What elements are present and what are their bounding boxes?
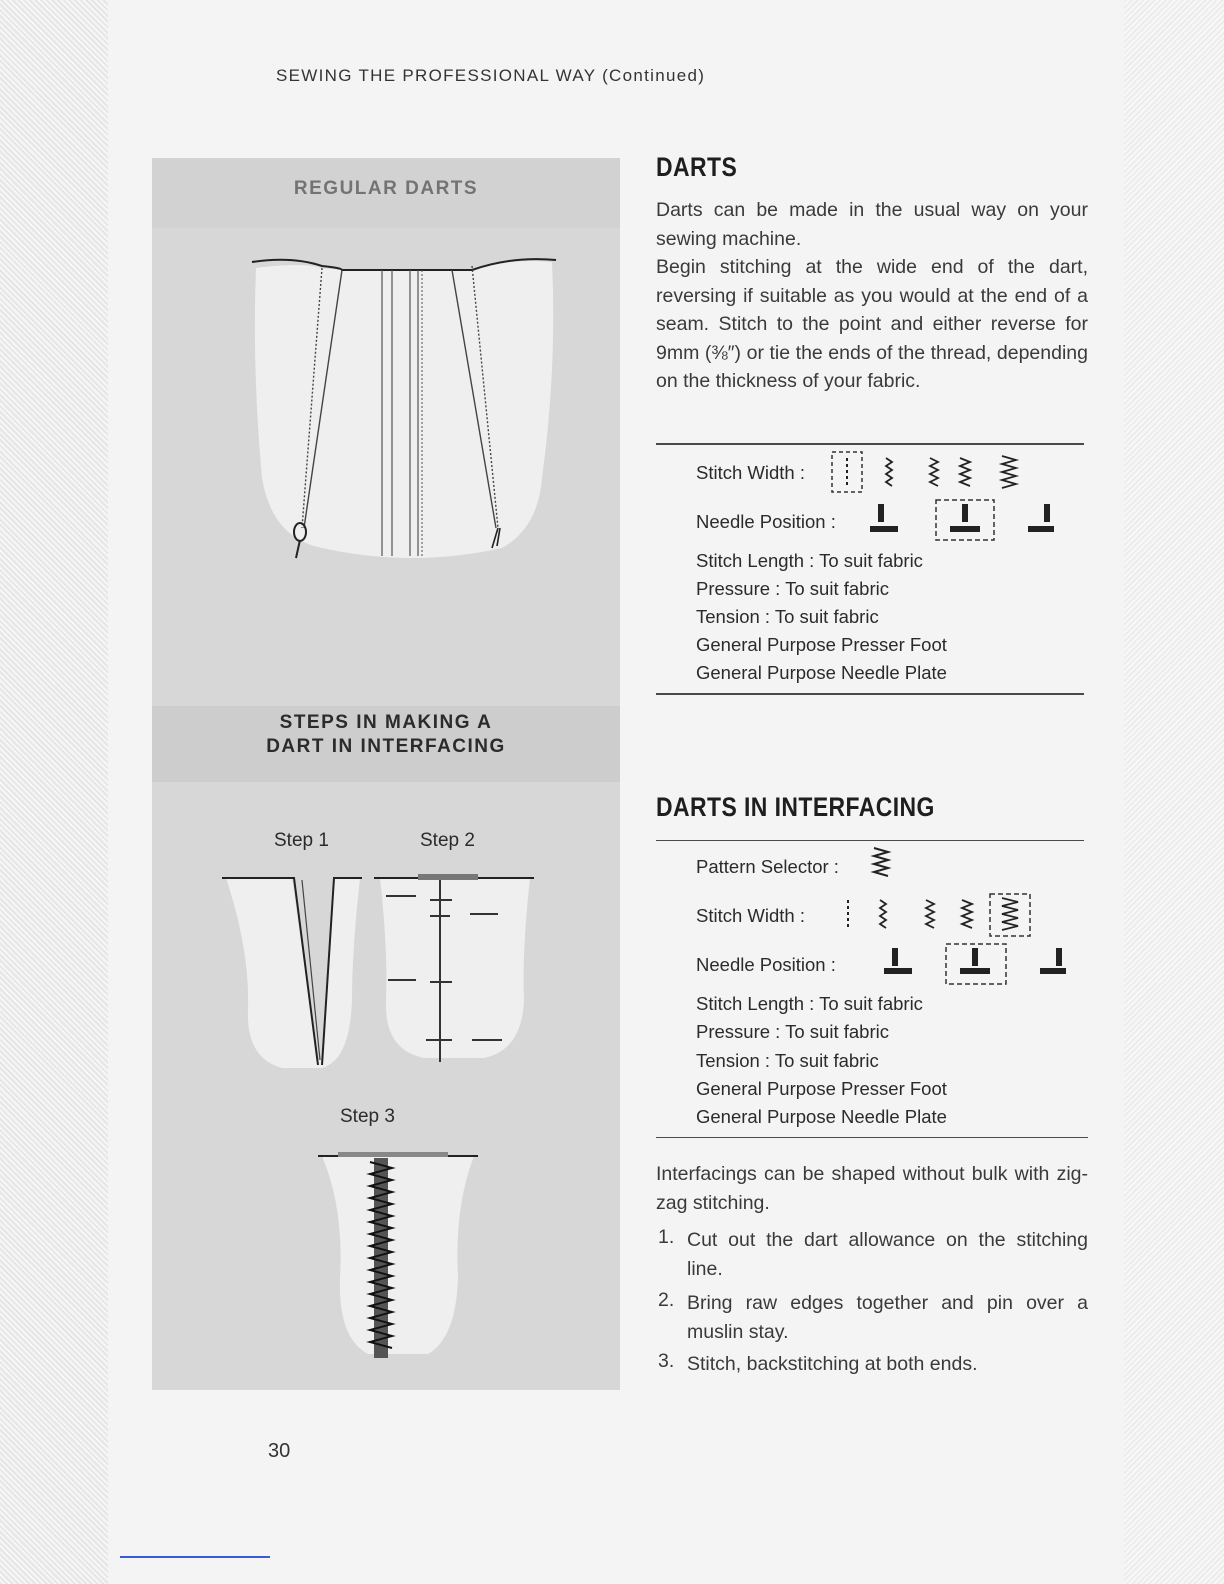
interfacing-needle-position-icons [880,940,1070,986]
illustration-panel [152,158,620,1390]
zigzag-medium-icon [926,900,934,928]
step-1-text: Cut out the dart allowance on the stitching line. [687,1229,1088,1280]
step-3-text: Stitch, backstitching at both ends. [687,1353,978,1375]
interfacing-stitch-width-icons [838,892,1038,938]
darts-stitch-width-label: Stitch Width : [696,462,805,483]
page-number: 30 [268,1440,291,1462]
regular-darts-title: REGULAR DARTS [293,178,479,199]
darts-tension: Tension : To suit fabric [696,606,879,627]
needle-center-icon [950,504,980,532]
step1-label: Step 1 [274,830,329,851]
regular-darts-illustration [242,248,562,568]
interfacing-needle-position-label: Needle Position : [696,954,836,975]
step3-illustration [318,1148,478,1368]
scan-edge-right [1124,0,1224,1584]
darts-needle-plate: General Purpose Needle Plate [696,662,947,683]
interfacing-stitch-length: Stitch Length : To suit fabric [696,993,923,1014]
steps-title-line2: DART IN INTERFACING [266,736,506,757]
step2-illustration [374,870,534,1070]
step-3-number: 3. [658,1350,675,1372]
running-header: SEWING THE PROFESSIONAL WAY (Continued) [276,66,706,85]
darts-paragraph-2: Begin stitching at the wide end of the dart, reversing if suitable as you would at the end of a seam. Stitch to the point and either reverse for 9mm (⅜″) or tie the ends of the thread, depending on the thickness of your fabric. [656,256,1088,392]
zigzag-narrow-icon [880,900,886,928]
pattern-zigzag-icon [870,844,894,882]
zigzag-wide-icon [962,900,972,928]
interfacing-pressure: Pressure : To suit fabric [696,1021,889,1042]
darts-needle-position-label: Needle Position : [696,511,836,532]
needle-left-icon [884,948,912,974]
interfacing-needle-plate: General Purpose Needle Plate [696,1106,947,1127]
zigzag-wide-icon [960,458,970,486]
interfacing-settings-top-rule [656,840,1084,841]
darts-presser-foot: General Purpose Presser Foot [696,634,947,655]
darts-title: DARTS [656,152,738,182]
step-2-text: Bring raw edges together and pin over a muslin stay. [687,1292,1088,1343]
needle-right-icon [1028,504,1054,532]
step-2-number: 2. [658,1289,675,1311]
zigzag-widest-icon [1002,898,1018,930]
interfacing-intro: Interfacings can be shaped without bulk with zig-zag stitching. [656,1163,1088,1214]
steps-title-line1: STEPS IN MAKING A [279,712,493,733]
darts-paragraph-1: Darts can be made in the usual way on your sewing machine. [656,199,1088,250]
interfacing-settings-bottom-rule [656,1137,1088,1138]
interfacing-title: DARTS IN INTERFACING [656,792,935,822]
step1-illustration [222,870,362,1070]
darts-needle-position-icons [868,498,1058,544]
step3-label: Step 3 [340,1106,395,1127]
needle-right-icon [1040,948,1066,974]
needle-left-icon [870,504,898,532]
interfacing-presser-foot: General Purpose Presser Foot [696,1078,947,1099]
darts-pressure: Pressure : To suit fabric [696,578,889,599]
interfacing-tension: Tension : To suit fabric [696,1050,879,1071]
darts-settings-bottom-rule [656,693,1084,695]
interfacing-stitch-width-label: Stitch Width : [696,905,805,926]
darts-stitch-width-icons [830,450,1030,494]
step2-label: Step 2 [420,830,475,851]
darts-stitch-length: Stitch Length : To suit fabric [696,550,923,571]
darts-settings-top-rule [656,443,1084,445]
scan-artifact-line [120,1556,270,1558]
zigzag-medium-icon [930,458,938,486]
zigzag-narrow-icon [886,458,892,486]
pattern-selector-label: Pattern Selector : [696,856,839,877]
step-1-number: 1. [658,1226,675,1248]
title-band [152,158,620,228]
zigzag-widest-icon [1002,456,1016,488]
scan-edge-left [0,0,108,1584]
needle-center-icon [960,948,990,974]
